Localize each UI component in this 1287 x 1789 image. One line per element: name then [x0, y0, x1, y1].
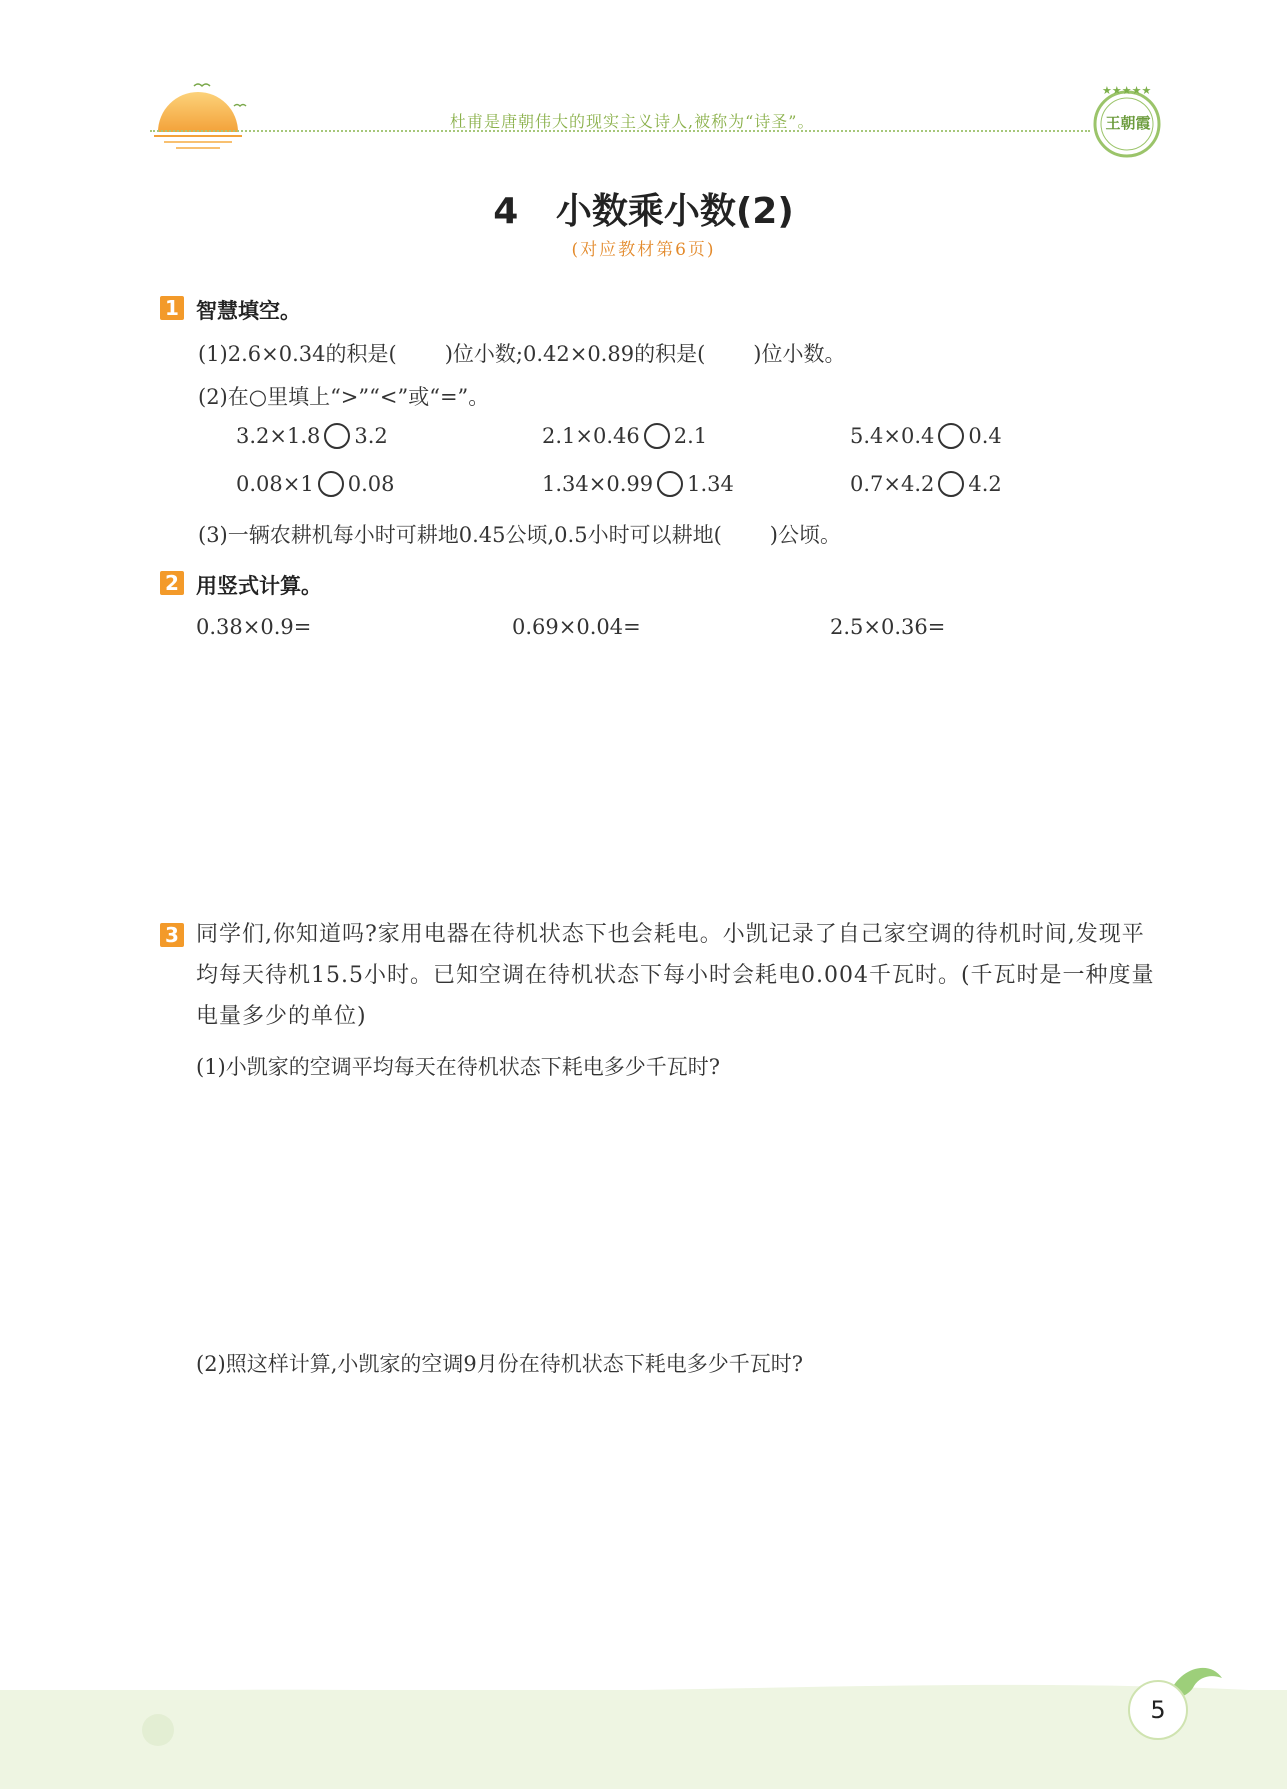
comparison-left: 5.4×0.4	[850, 424, 935, 448]
q1-text-a: (1)2.6×0.34的积是(	[198, 342, 397, 366]
section-2-number: 2	[160, 571, 184, 595]
answer-circle[interactable]	[324, 423, 350, 449]
comparison-right: 2.1	[673, 424, 708, 448]
question-3-1: (1)小凯家的空调平均每天在待机状态下耗电多少千瓦时?	[196, 1055, 721, 1079]
question-1-2: (2)在○里填上“>”“<”或“=”。	[198, 385, 490, 409]
lesson-title: 4 小数乘小数(2)	[493, 191, 794, 232]
answer-circle[interactable]	[318, 471, 344, 497]
comparison-left: 0.7×4.2	[850, 472, 935, 496]
sunset-logo-icon	[150, 76, 250, 152]
q1-text-b: )位小数;0.42×0.89的积是(	[444, 342, 706, 366]
comparison-item	[542, 472, 734, 499]
comparison-item	[236, 472, 394, 499]
header-quote: 杜甫是唐朝伟大的现实主义诗人,被称为“诗圣”。	[450, 112, 815, 131]
comparison-item	[542, 424, 707, 451]
svg-text:★★★★★: ★★★★★	[1102, 84, 1152, 97]
answer-circle[interactable]	[657, 471, 683, 497]
comparison-item	[850, 472, 1002, 499]
comparison-left: 0.08×1	[236, 472, 314, 496]
section-3-number: 3	[160, 923, 184, 947]
comparison-item	[236, 424, 388, 451]
lesson-subtitle: (对应教材第6页)	[571, 240, 716, 260]
calc-item: 0.38×0.9=	[196, 615, 312, 639]
bubble-icon	[138, 1710, 178, 1750]
section-2-title: 用竖式计算。	[196, 574, 322, 598]
section-1-number: 1	[160, 296, 184, 320]
comparison-left: 1.34×0.99	[542, 472, 654, 496]
calc-item: 0.69×0.04=	[512, 615, 641, 639]
comparison-right: 3.2	[354, 424, 388, 448]
badge-text: 王朝霞	[1105, 114, 1151, 132]
comparison-left: 2.1×0.46	[542, 424, 640, 448]
q1-text-c: )位小数。	[753, 342, 846, 366]
q3-text-a: (3)一辆农耕机每小时可耕地0.45公顷,0.5小时可以耕地(	[198, 523, 722, 547]
question-1-3	[198, 519, 841, 549]
answer-circle[interactable]	[938, 471, 964, 497]
comparison-item	[850, 424, 1002, 451]
answer-circle[interactable]	[644, 423, 670, 449]
question-1-1	[198, 338, 845, 368]
q3-text-b: )公顷。	[769, 523, 841, 547]
calc-item: 2.5×0.36=	[830, 615, 946, 639]
comparison-right: 0.08	[347, 472, 395, 496]
question-3-2: (2)照这样计算,小凯家的空调9月份在待机状态下耗电多少千瓦时?	[196, 1352, 804, 1376]
answer-circle[interactable]	[938, 423, 964, 449]
comparison-right: 1.34	[687, 472, 734, 496]
section-1-title: 智慧填空。	[196, 299, 301, 323]
section-3-paragraph: 同学们,你知道吗?家用电器在待机状态下也会耗电。小凯记录了自己家空调的待机时间,发现平均每天待机15.5小时。已知空调在待机状态下每小时会耗电0.004千瓦时。(千瓦时是一种度量电量多少的单位)	[196, 922, 1155, 1029]
page-number: 5	[1128, 1680, 1188, 1740]
comparison-left: 3.2×1.8	[236, 424, 321, 448]
footer-background	[0, 1690, 1287, 1789]
comparison-right: 4.2	[968, 472, 1002, 496]
comparison-right: 0.4	[968, 424, 1002, 448]
